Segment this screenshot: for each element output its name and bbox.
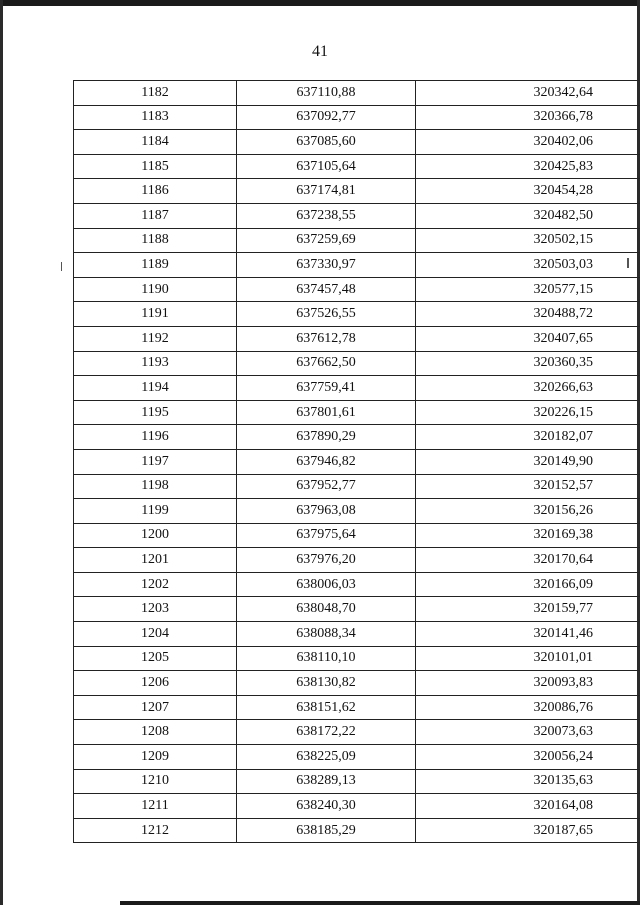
point-number-cell: 1192 [74,326,237,351]
y-coordinate-cell: 320164,08 [416,794,640,819]
table-row [74,794,640,819]
x-coordinate-cell: 638130,82 [237,671,416,696]
x-coordinate-cell: 637801,61 [237,400,416,425]
x-coordinate-cell: 637105,64 [237,154,416,179]
x-coordinate-cell: 638289,13 [237,769,416,794]
point-number-cell: 1208 [74,720,237,745]
x-coordinate-cell: 638088,34 [237,622,416,647]
point-number-cell: 1211 [74,794,237,819]
scan-border-bottom [120,901,640,905]
table-row [74,572,640,597]
table-row [74,130,640,155]
y-coordinate-cell: 320187,65 [416,818,640,843]
y-coordinate-cell: 320159,77 [416,597,640,622]
table-row [74,474,640,499]
y-coordinate-cell: 320503,03 [416,253,640,278]
scan-mark-left [61,262,62,271]
table-row [74,81,640,106]
point-number-cell: 1198 [74,474,237,499]
y-coordinate-cell: 320056,24 [416,745,640,770]
table-row [74,548,640,573]
table-row [74,400,640,425]
coordinates-table-body [74,81,640,843]
coordinates-table [73,80,640,843]
y-coordinate-cell: 320577,15 [416,277,640,302]
x-coordinate-cell: 638225,09 [237,745,416,770]
x-coordinate-cell: 637890,29 [237,425,416,450]
x-coordinate-cell: 638172,22 [237,720,416,745]
y-coordinate-cell: 320502,15 [416,228,640,253]
point-number-cell: 1206 [74,671,237,696]
x-coordinate-cell: 638110,10 [237,646,416,671]
x-coordinate-cell: 637330,97 [237,253,416,278]
y-coordinate-cell: 320266,63 [416,376,640,401]
point-number-cell: 1207 [74,695,237,720]
y-coordinate-cell: 320073,63 [416,720,640,745]
scan-border-left [0,0,3,905]
y-coordinate-cell: 320454,28 [416,179,640,204]
point-number-cell: 1203 [74,597,237,622]
x-coordinate-cell: 637976,20 [237,548,416,573]
x-coordinate-cell: 637238,55 [237,203,416,228]
point-number-cell: 1202 [74,572,237,597]
y-coordinate-cell: 320169,38 [416,523,640,548]
y-coordinate-cell: 320342,64 [416,81,640,106]
x-coordinate-cell: 637612,78 [237,326,416,351]
point-number-cell: 1189 [74,253,237,278]
table-row [74,769,640,794]
point-number-cell: 1190 [74,277,237,302]
y-coordinate-cell: 320482,50 [416,203,640,228]
y-coordinate-cell: 320141,46 [416,622,640,647]
point-number-cell: 1193 [74,351,237,376]
point-number-cell: 1204 [74,622,237,647]
y-coordinate-cell: 320182,07 [416,425,640,450]
table-row [74,277,640,302]
table-row [74,228,640,253]
y-coordinate-cell: 320170,64 [416,548,640,573]
x-coordinate-cell: 638006,03 [237,572,416,597]
x-coordinate-cell: 637457,48 [237,277,416,302]
y-coordinate-cell: 320086,76 [416,695,640,720]
point-number-cell: 1209 [74,745,237,770]
table-row [74,302,640,327]
table-row [74,179,640,204]
x-coordinate-cell: 637259,69 [237,228,416,253]
point-number-cell: 1184 [74,130,237,155]
table-row [74,671,640,696]
x-coordinate-cell: 637662,50 [237,351,416,376]
point-number-cell: 1212 [74,818,237,843]
y-coordinate-cell: 320101,01 [416,646,640,671]
point-number-cell: 1205 [74,646,237,671]
point-number-cell: 1199 [74,499,237,524]
y-coordinate-cell: 320226,15 [416,400,640,425]
x-coordinate-cell: 638048,70 [237,597,416,622]
table-row [74,597,640,622]
x-coordinate-cell: 637963,08 [237,499,416,524]
table-row [74,376,640,401]
x-coordinate-cell: 637759,41 [237,376,416,401]
table-row [74,203,640,228]
y-coordinate-cell: 320166,09 [416,572,640,597]
x-coordinate-cell: 637946,82 [237,449,416,474]
x-coordinate-cell: 637526,55 [237,302,416,327]
table-row [74,523,640,548]
point-number-cell: 1196 [74,425,237,450]
point-number-cell: 1201 [74,548,237,573]
table-row [74,818,640,843]
table-row [74,154,640,179]
y-coordinate-cell: 320402,06 [416,130,640,155]
x-coordinate-cell: 638240,30 [237,794,416,819]
page-number: 41 [312,43,328,60]
y-coordinate-cell: 320360,35 [416,351,640,376]
y-coordinate-cell: 320093,83 [416,671,640,696]
point-number-cell: 1194 [74,376,237,401]
table-row [74,253,640,278]
table-row [74,351,640,376]
y-coordinate-cell: 320407,65 [416,326,640,351]
y-coordinate-cell: 320135,63 [416,769,640,794]
point-number-cell: 1185 [74,154,237,179]
point-number-cell: 1191 [74,302,237,327]
table-row [74,622,640,647]
point-number-cell: 1210 [74,769,237,794]
y-coordinate-cell: 320156,26 [416,499,640,524]
point-number-cell: 1182 [74,81,237,106]
table-row [74,105,640,130]
point-number-cell: 1187 [74,203,237,228]
point-number-cell: 1195 [74,400,237,425]
point-number-cell: 1200 [74,523,237,548]
y-coordinate-cell: 320149,90 [416,449,640,474]
table-row [74,745,640,770]
table-row [74,499,640,524]
table-row [74,326,640,351]
x-coordinate-cell: 637110,88 [237,81,416,106]
point-number-cell: 1186 [74,179,237,204]
x-coordinate-cell: 637092,77 [237,105,416,130]
y-coordinate-cell: 320488,72 [416,302,640,327]
table-row [74,425,640,450]
x-coordinate-cell: 637975,64 [237,523,416,548]
table-row [74,695,640,720]
point-number-cell: 1188 [74,228,237,253]
x-coordinate-cell: 637085,60 [237,130,416,155]
table-row [74,720,640,745]
x-coordinate-cell: 638151,62 [237,695,416,720]
x-coordinate-cell: 638185,29 [237,818,416,843]
table-row [74,646,640,671]
scan-border-top [0,0,640,6]
y-coordinate-cell: 320152,57 [416,474,640,499]
x-coordinate-cell: 637174,81 [237,179,416,204]
y-coordinate-cell: 320366,78 [416,105,640,130]
y-coordinate-cell: 320425,83 [416,154,640,179]
table-row [74,449,640,474]
x-coordinate-cell: 637952,77 [237,474,416,499]
point-number-cell: 1183 [74,105,237,130]
point-number-cell: 1197 [74,449,237,474]
